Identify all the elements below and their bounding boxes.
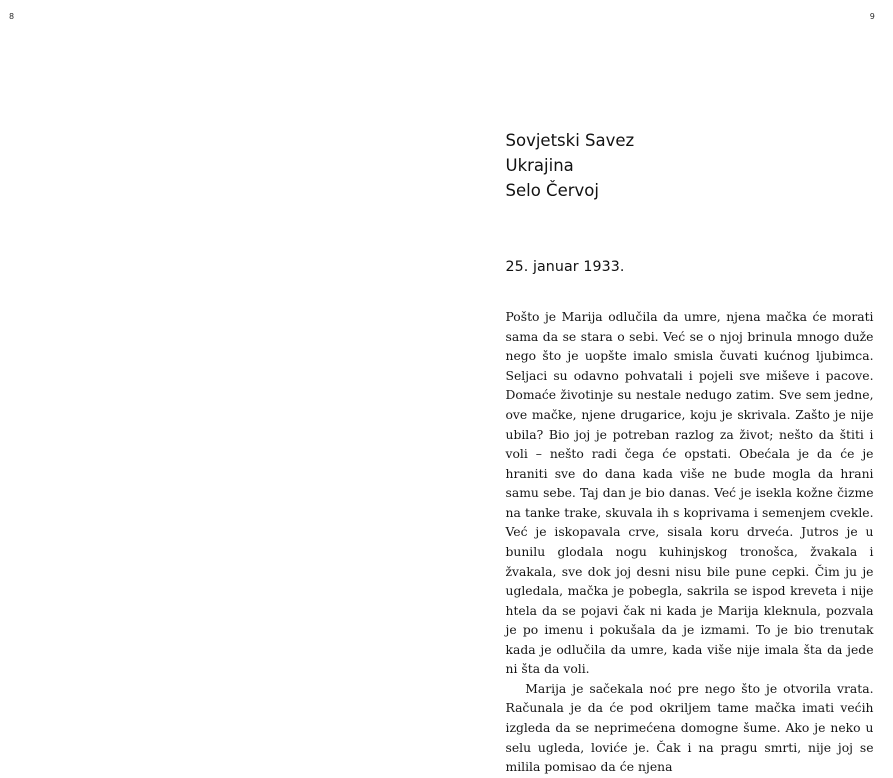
place-heading-line-country: Sovjetski Savez [506,128,874,153]
place-heading-line-region: Ukrajina [506,153,874,178]
paragraph: Marija je sačekala noć pre nego što je otvorila vrata. Računala je da će pod okriljem tame mačka imati većih izgleda da se neprimećena domogne šume. Ako je neko u selu ugleda, loviće je. Čak i na pragu smrti, nije joj se milila pomisao da će njena [506,680,874,778]
paragraph: Pošto je Marija odlučila da umre, njena mačka će morati sama da se stara o sebi. Već se o njoj brinula mnogo duže nego što je uopšte imalo smisla čuvati kućnog ljubimca. Seljaci su odavno pohvatali i pojeli sve miševe i pacove. Domaće životinje su nestale nedugo zatim. Sve sem jedne, ove mačke, njene drugarice, koju je skrivala. Zašto je nije ubila? Bio joj je potreban razlog za život; nešto da štiti i voli – nešto radi čega će opstati. Obećala je da će je hraniti sve do dana kada više ne bude mogla da hrani samu sebe. Taj dan je bio danas. Već je isekla kožne čizme na tanke trake, skuvala ih s koprivama i semenjem cvekle. Već je iskopavala crve, sisala koru drveća. Jutros je u bunilu glodala nogu kuhinjskog tronošca, žvakala i žvakala, sve dok joj desni nisu bile pune cepki. Čim ju je ugledala, mačka je pobegla, sakrila se ispod kreveta i nije htela da se pojavi čak ni kada je Marija kleknula, pozvala je po imenu i pokušala da je izmami. To je bio trenutak kada je odlučila da umre, kada više nije imala šta da jede ni šta da voli. [506,308,874,680]
page-right-content [506,128,874,778]
page-number-right: 9 [870,12,875,21]
place-heading [506,128,874,203]
page-right [447,0,893,700]
page-left [0,0,447,700]
place-heading-line-village: Selo Červoj [506,178,874,203]
body-text [506,308,874,778]
page-number-left: 8 [9,12,14,21]
date-heading: 25. januar 1933. [506,259,874,275]
